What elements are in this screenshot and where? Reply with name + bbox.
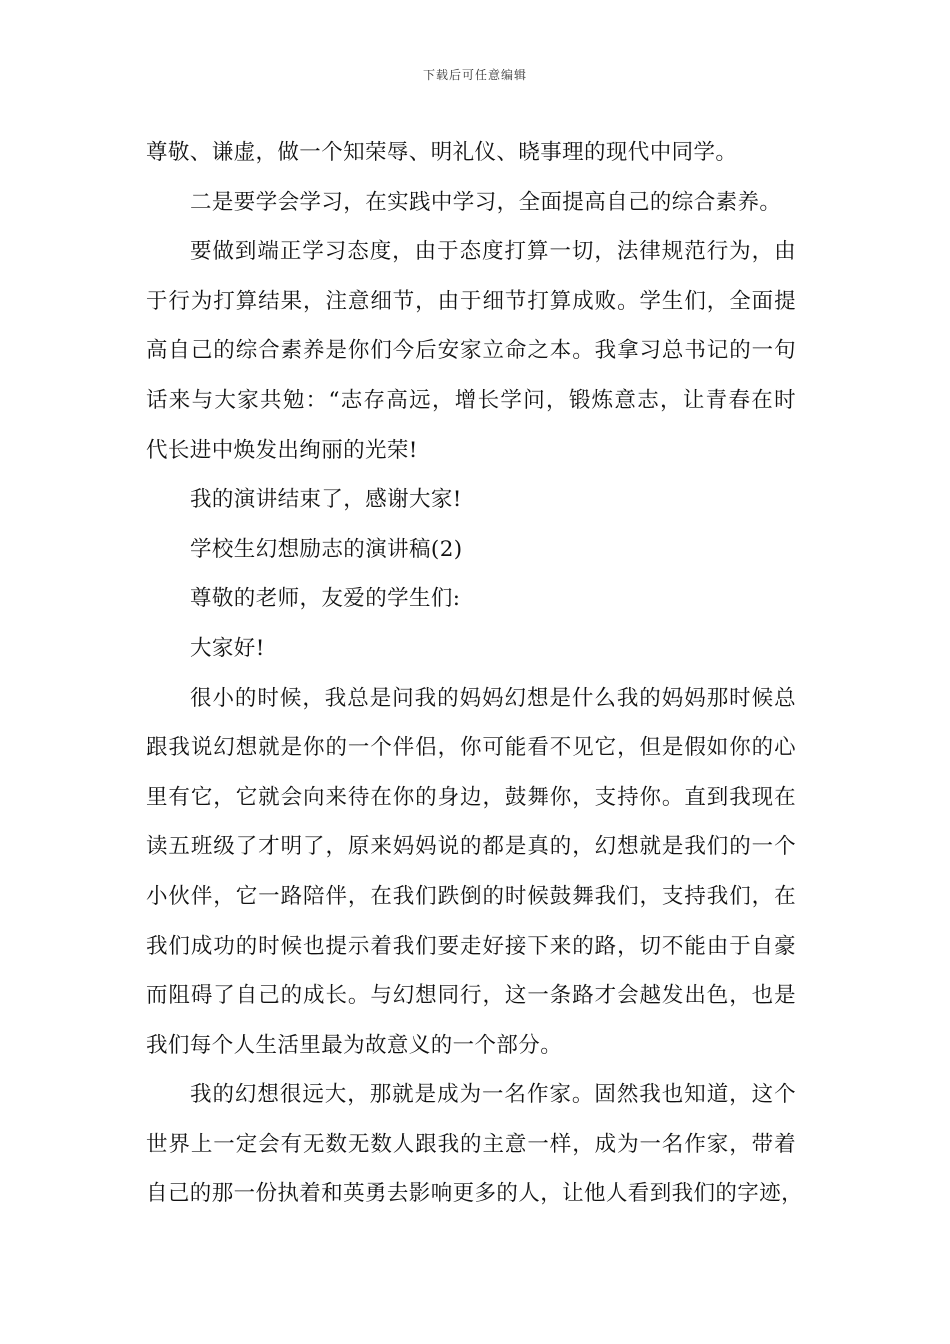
- text-line: 自己的那一份执着和英勇去影响更多的人，让他人看到我们的字迹，: [146, 1181, 804, 1207]
- text-line: 小伙伴，它一路陪伴，在我们跌倒的时候鼓舞我们，支持我们，在: [146, 883, 796, 909]
- text-line: 而阻碍了自己的成长。与幻想同行，这一条路才会越发出色，也是: [146, 983, 796, 1009]
- text-line: 学校生幻想励志的演讲稿(2): [190, 536, 463, 562]
- text-line: 我们成功的时候也提示着我们要走好接下来的路，切不能由于自豪: [146, 933, 796, 959]
- text-line: 我的演讲结束了，感谢大家!: [190, 487, 462, 513]
- text-line: 里有它，它就会向来待在你的身边，鼓舞你，支持你。直到我现在: [146, 784, 796, 810]
- text-line: 尊敬、谦虚，做一个知荣辱、明礼仪、晓事理的现代中同学。: [146, 140, 738, 165]
- text-line: 大家好!: [190, 635, 265, 661]
- text-line: 于行为打算结果，注意细节，由于细节打算成败。学生们，全面提: [146, 288, 796, 314]
- text-line: 跟我说幻想就是你的一个伴侣，你可能看不见它，但是假如你的心: [146, 735, 796, 761]
- text-line: 很小的时候，我总是问我的妈妈幻想是什么我的妈妈那时候总: [190, 685, 796, 711]
- text-line: 高自己的综合素养是你们今后安家立命之本。我拿习总书记的一句: [146, 338, 796, 364]
- text-line: 要做到端正学习态度，由于态度打算一切，法律规范行为，由: [190, 239, 796, 265]
- document-body: [146, 128, 804, 1219]
- text-line: 世界上一定会有无数无数人跟我的主意一样，成为一名作家，带着: [146, 1131, 796, 1157]
- text-line: 读五班级了才明了，原来妈妈说的都是真的，幻想就是我们的一个: [146, 834, 796, 860]
- text-line: 尊敬的老师，友爱的学生们:: [190, 586, 461, 612]
- text-line: 我的幻想很远大，那就是成为一名作家。固然我也知道，这个: [190, 1082, 796, 1108]
- page-header: 下载后可任意编辑: [422, 68, 527, 82]
- text-line: 二是要学会学习，在实践中学习，全面提高自己的综合素养。: [190, 189, 782, 215]
- text-line: 代长进中焕发出绚丽的光荣!: [146, 437, 418, 463]
- text-line: 我们每个人生活里最为故意义的一个部分。: [146, 1032, 563, 1058]
- text-line: 话来与大家共勉：“志存高远，增长学问，锻炼意志，让青春在时: [146, 387, 796, 413]
